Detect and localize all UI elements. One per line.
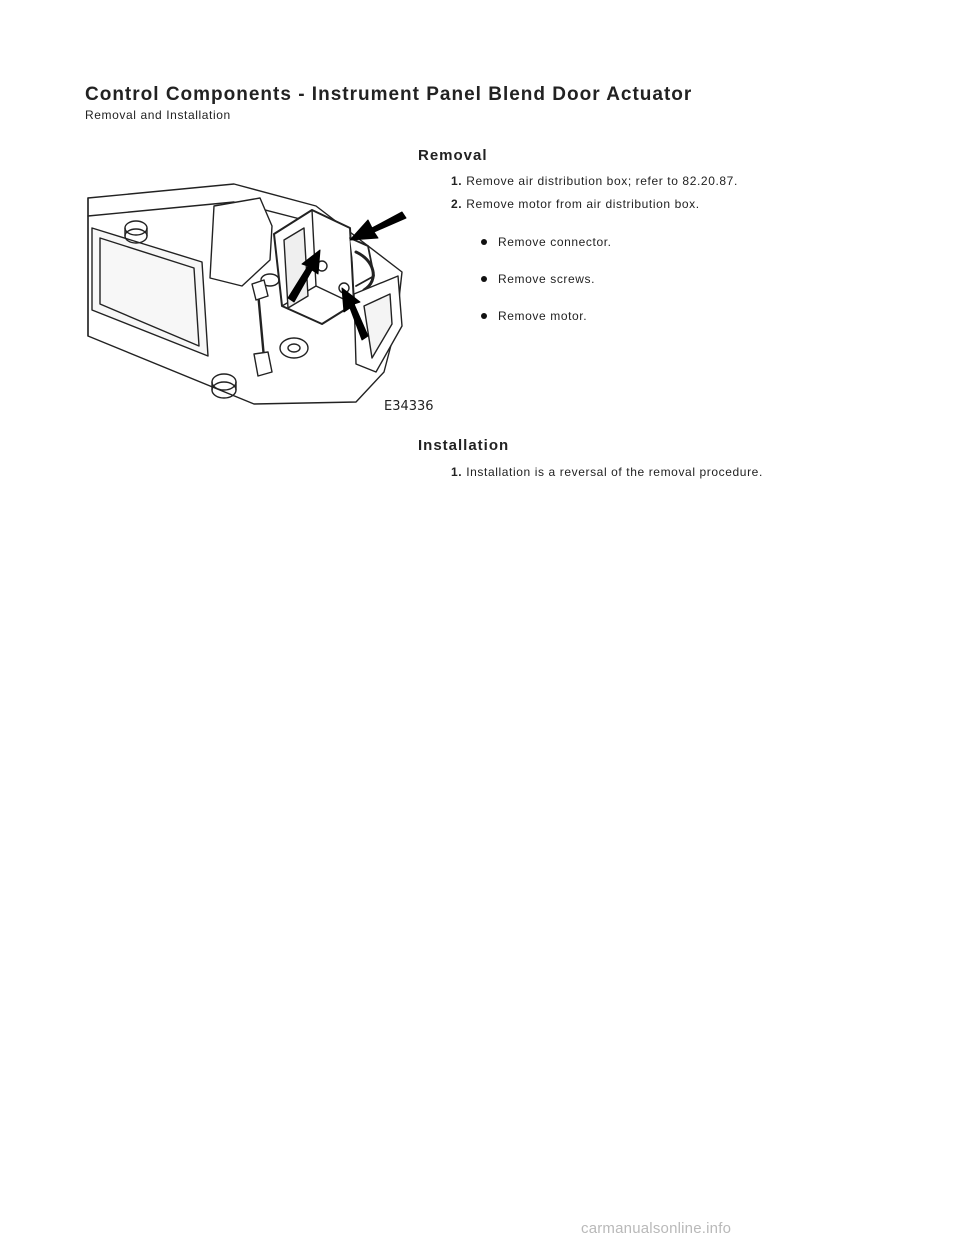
substep-text: Remove screws. [498, 272, 596, 286]
bullet-icon [481, 313, 487, 319]
step-text: Remove motor from air distribution box. [466, 197, 700, 211]
substep-remove-screws [481, 272, 595, 286]
removal-step-2 [451, 197, 700, 211]
step-text: Installation is a reversal of the removal procedure. [466, 465, 763, 479]
actuator-illustration [84, 176, 420, 414]
step-number: 2. [451, 197, 463, 211]
removal-heading: Removal [418, 147, 488, 164]
step-number: 1. [451, 465, 463, 479]
installation-step-1 [451, 465, 763, 479]
substep-remove-connector [481, 235, 612, 249]
page-subtitle: Removal and Installation [85, 108, 231, 122]
page-title: Control Components - Instrument Panel Blend Door Actuator [85, 84, 693, 105]
step-number: 1. [451, 174, 463, 188]
footer-watermark: carmanualsonline.info [581, 1220, 732, 1237]
bullet-icon [481, 239, 487, 245]
figure-caption: E34336 [384, 399, 434, 414]
substep-text: Remove motor. [498, 309, 588, 323]
substep-remove-motor [481, 309, 587, 323]
step-text: Remove air distribution box; refer to 82.20.87. [466, 174, 738, 188]
bullet-icon [481, 276, 487, 282]
substep-text: Remove connector. [498, 235, 612, 249]
installation-heading: Installation [418, 437, 510, 454]
removal-step-1 [451, 174, 738, 188]
